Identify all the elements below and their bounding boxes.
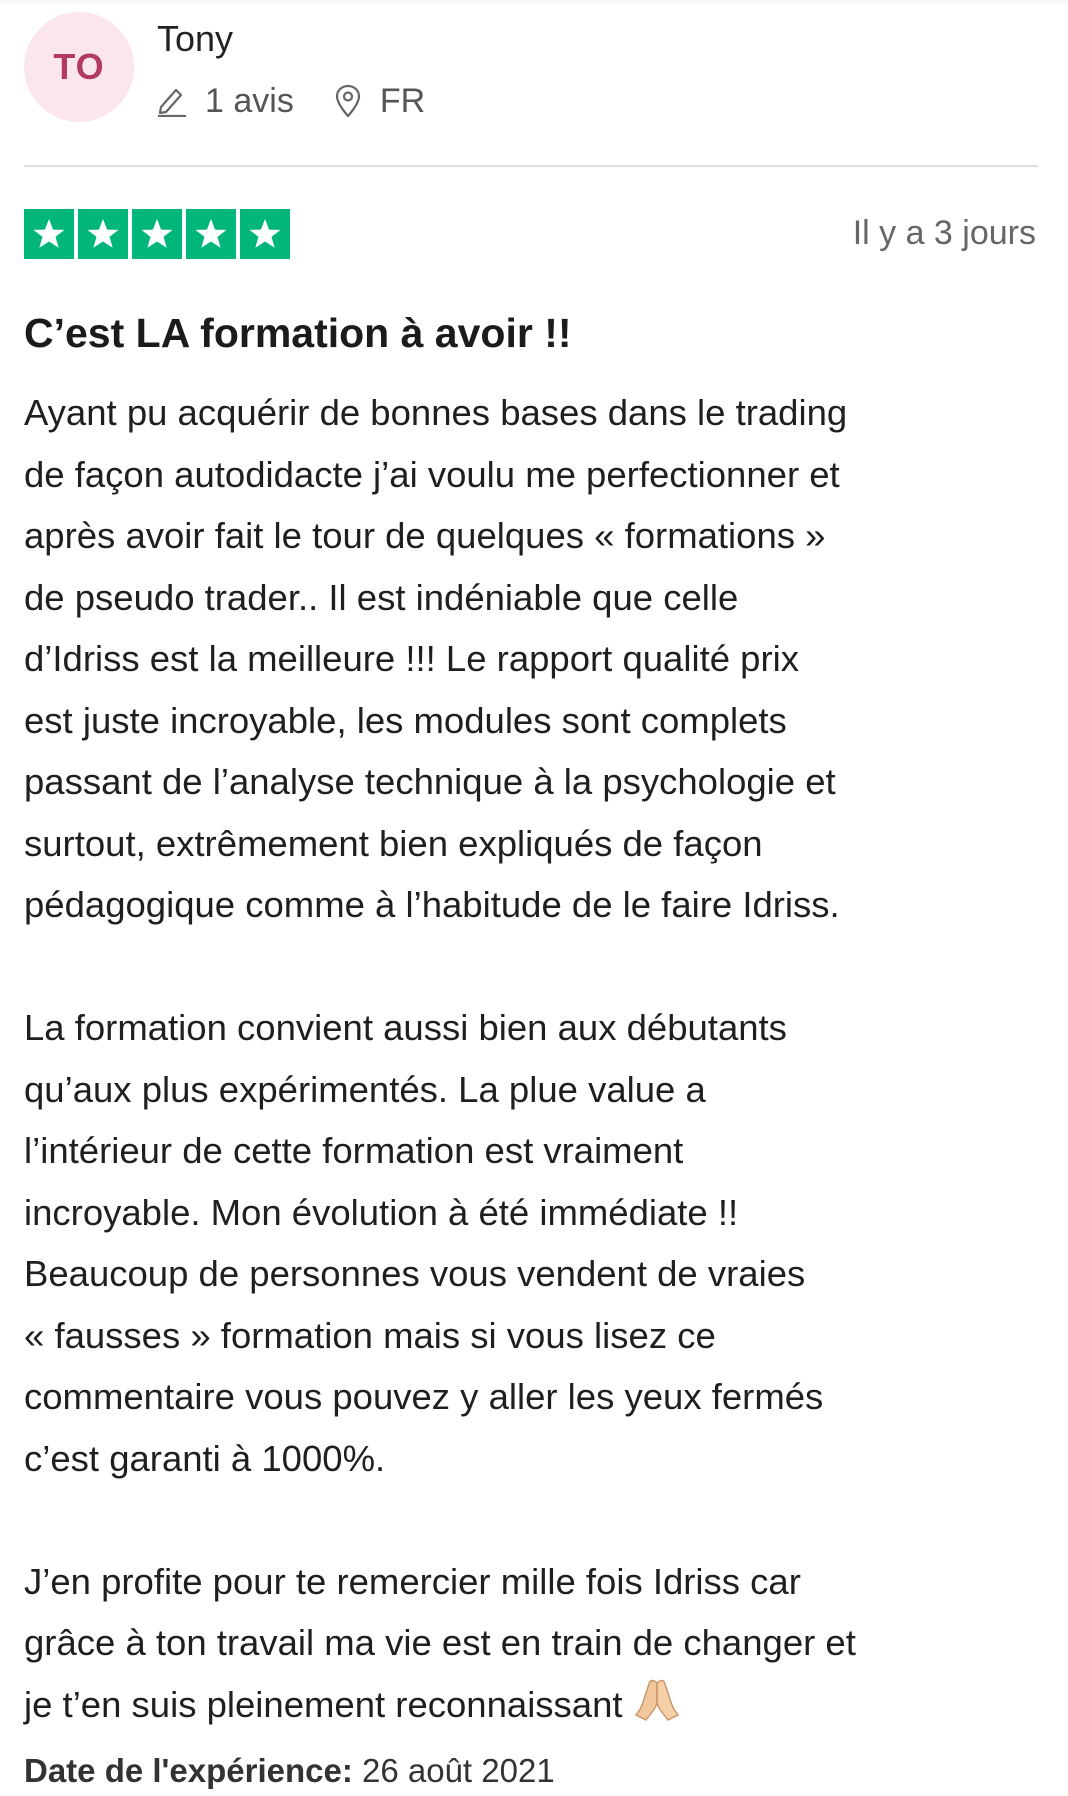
review-line: grâce à ton travail ma vie est en train de changer et [24,1622,856,1663]
review-line: pédagogique comme à l’habitude de le faire Idriss. [24,884,840,925]
experience-date-value: 26 août 2021 [362,1752,555,1789]
review-line: de façon autodidacte j’ai voulu me perfectionner et [24,453,840,495]
avatar-initials: TO [53,46,105,87]
review-line: « fausses » formation mais si vous lisez ce [24,1314,716,1356]
review-line: après avoir fait le tour de quelques « formations » [24,515,826,556]
star-icon [132,209,182,259]
reviews-count-label: 1 avis [205,81,294,120]
review-title[interactable]: C’est LA formation à avoir !! [24,310,572,356]
star-icon [78,209,128,259]
review-body [24,382,1044,1796]
review-line: La formation convient aussi bien aux débutants [24,1007,787,1048]
review-line: qu’aux plus expérimentés. La plue value a [24,1068,706,1110]
review-line: est juste incroyable, les modules sont complets [24,699,787,741]
avatar[interactable] [24,12,134,122]
review-line: surtout, extrêmement bien expliqués de façon [24,822,763,864]
review-line-text: je t’en suis pleinement reconnaissant [24,1683,623,1725]
reviewer-name[interactable]: Tony [157,18,234,59]
reviews-count [157,82,294,121]
review-date: Il y a 3 jours [852,214,1036,252]
star-icon [24,209,74,259]
review-line [24,1674,1044,1740]
divider [24,165,1038,167]
experience-date [24,1752,555,1790]
pencil-icon [157,85,187,117]
reviewer-meta [157,78,425,124]
review-line: d’Idriss est la meilleure !!! Le rapport qualité prix [24,638,799,679]
review-paragraph [24,997,1044,1489]
review-line: l’intérieur de cette formation est vraiment [24,1130,684,1171]
star-icon [186,209,236,259]
review-line: Beaucoup de personnes vous vendent de vraies [24,1253,806,1294]
review-line: J’en profite pour te remercier mille fois Idriss car [24,1560,801,1602]
reviewer-header [24,12,1044,132]
country-label: FR [379,81,426,120]
review-line: commentaire vous pouvez y aller les yeux fermés [24,1376,824,1417]
review-paragraph [24,1551,1044,1740]
review-line: c’est garanti à 1000%. [24,1437,386,1479]
star-rating [24,209,290,259]
review-line: incroyable. Mon évolution à été immédiate !! [24,1191,739,1233]
top-edge [0,0,1068,6]
star-icon [240,209,290,259]
review-line: Ayant pu acquérir de bonnes bases dans le trading [24,392,848,433]
review-paragraph [24,382,1044,936]
reviewer-location [334,82,425,121]
experience-date-label: Date de l'expérience: [24,1752,353,1789]
location-pin-icon [334,84,362,118]
review-line: de pseudo trader.. Il est indéniable que celle [24,576,739,618]
folded-hands-icon [633,1675,681,1740]
review-line: passant de l’analyse technique à la psychologie et [24,761,836,802]
